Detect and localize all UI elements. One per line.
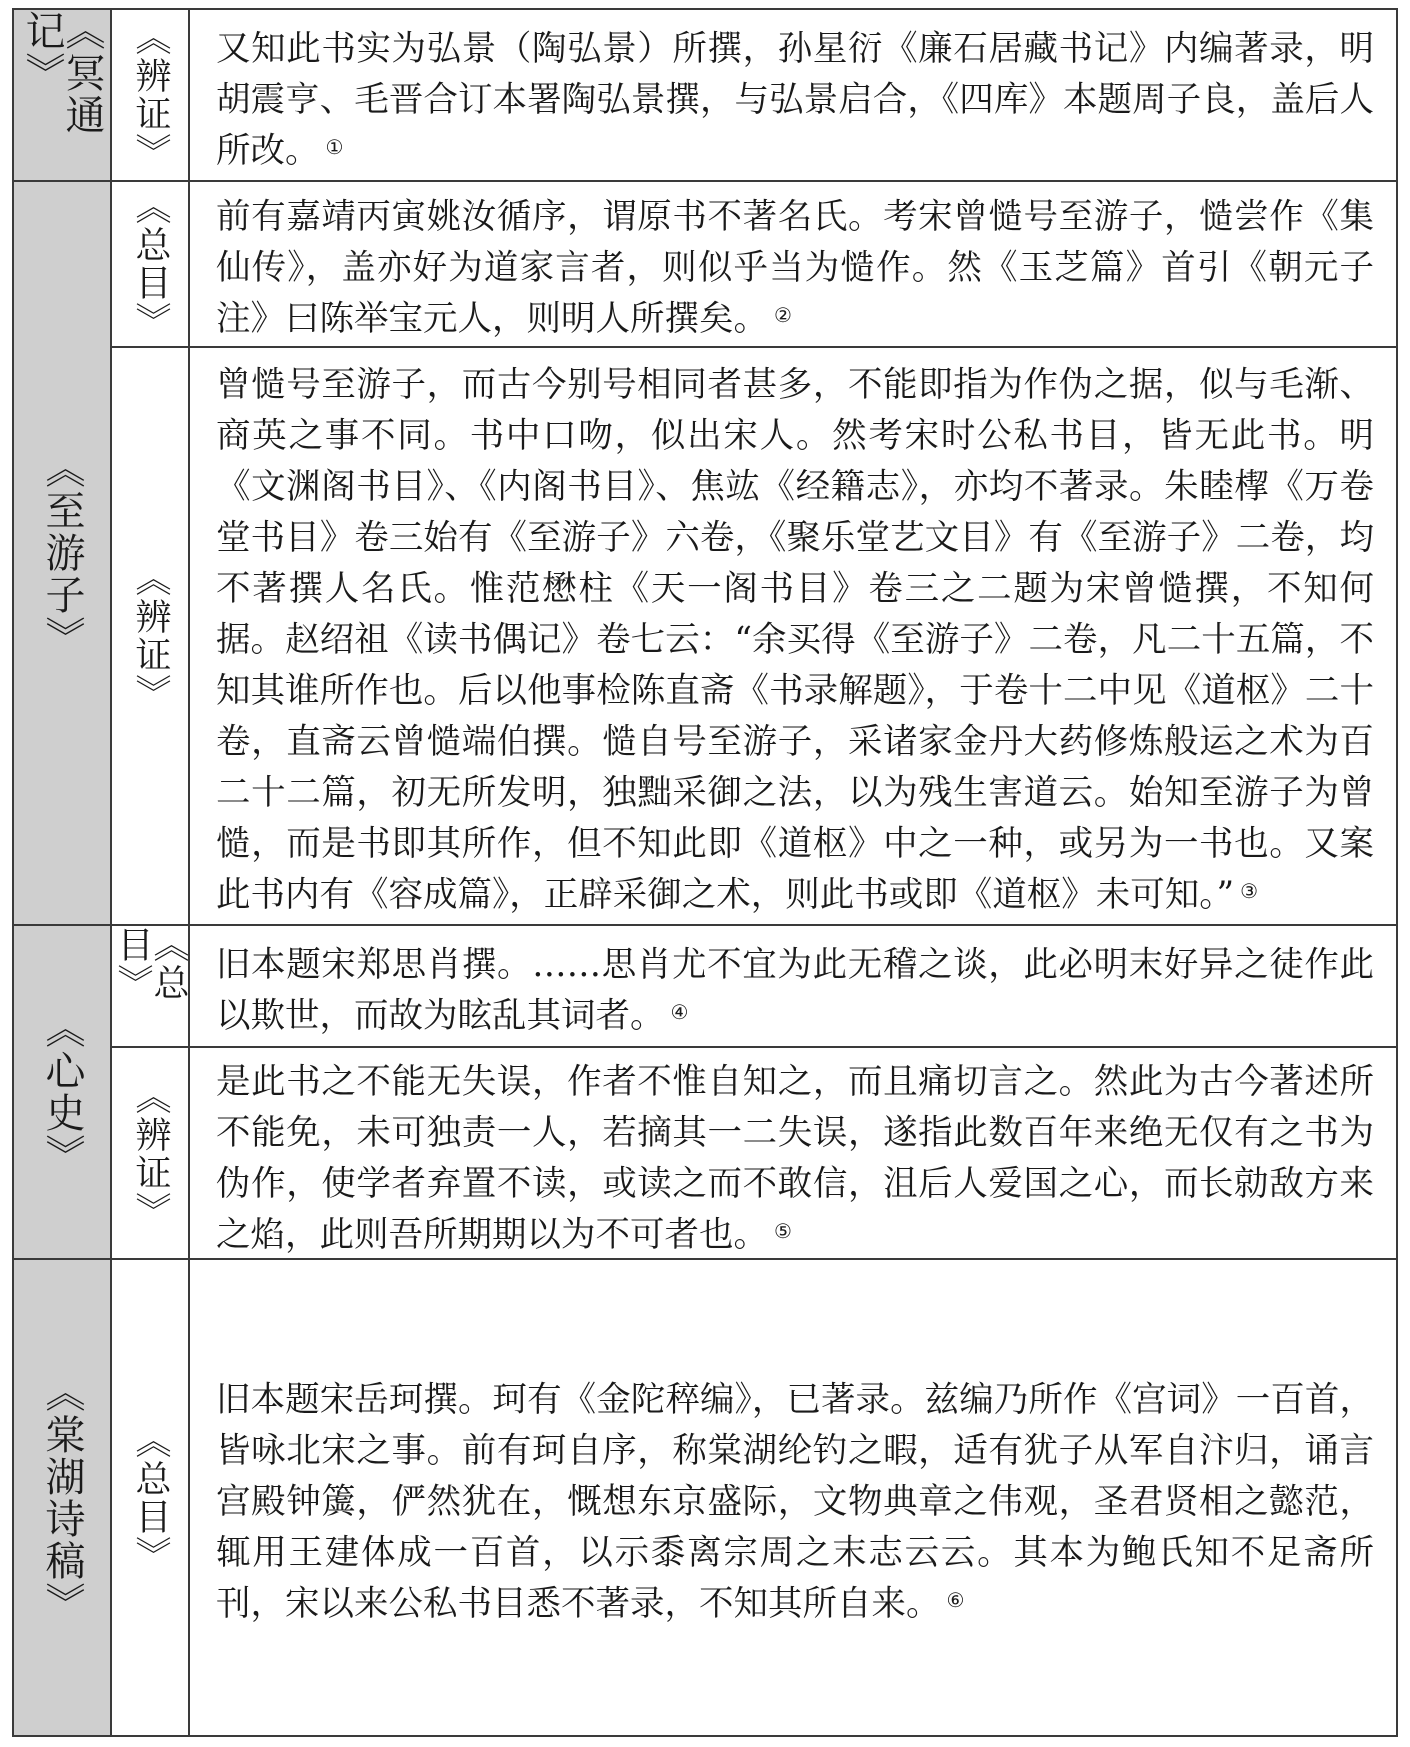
table-group-zhiyouzi xyxy=(14,182,1396,926)
table-row xyxy=(112,1260,1396,1735)
source-type: 《总目》 xyxy=(130,1421,171,1574)
content-text: 又知此书实为弘景（陶弘景）所撰，孙星衍《廉石居藏书记》内编著录，明胡震亨、毛晋合订本署陶弘景撰，与弘景启合，《四库》本题周子良，盖后人所改。 xyxy=(216,28,1374,171)
source-type-cell xyxy=(112,182,190,346)
book-title-cell xyxy=(14,182,112,924)
table-row xyxy=(112,926,1396,1048)
source-type: 《辨证》 xyxy=(130,19,171,171)
content-cell xyxy=(190,1048,1396,1260)
content-cell xyxy=(190,1260,1396,1735)
content-text: 旧本题宋郑思肖撰。……思肖尤不宜为此无稽之谈，此必明末好异之徒作此以欺世，而故为眩乱其词者。 xyxy=(216,945,1374,1036)
table-row xyxy=(112,182,1396,348)
content-text: 前有嘉靖丙寅姚汝循序，谓原书不著名氏。考宋曾慥号至游子，慥尝作《集仙传》，盖亦好为道家言者，则似乎当为慥作。然《玉芝篇》首引《朝元子注》曰陈举宝元人，则明人所撰矣。 xyxy=(216,197,1374,340)
book-title: 《心史》 xyxy=(39,1008,85,1176)
book-title-cell xyxy=(14,1260,112,1735)
comparison-table xyxy=(12,8,1398,1737)
table-row xyxy=(112,1048,1396,1260)
source-type-cell xyxy=(112,926,190,1046)
source-type: 《辨证》 xyxy=(130,1078,171,1230)
book-title-cell xyxy=(14,10,112,180)
content-text: 旧本题宋岳珂撰。珂有《金陀稡编》，已著录。兹编乃所作《宫词》一百首，皆咏北宋之事。前有珂自序，称棠湖纶钓之暇，适有犹子从军自汴归，诵言宫殿钟簴，俨然犹在，慨想东京盛际，文物典章之伟观，圣君贤相之懿范，辄用王建体成一百首，以示黍离宗周之末志云云。其本为鲍氏知不足斋所刊，宋以来公私书目悉不著录，不知其所自来。 xyxy=(216,1380,1374,1624)
source-type-cell xyxy=(112,10,190,180)
footnote-marker: ④ xyxy=(670,1000,689,1024)
table-group-xinshi xyxy=(14,926,1396,1260)
table-group-tanghushigao xyxy=(14,1260,1396,1735)
table-row xyxy=(112,10,1396,180)
book-title: 《至游子》 xyxy=(39,448,85,658)
book-title-cell xyxy=(14,926,112,1258)
source-type: 《总目》 xyxy=(130,187,171,340)
footnote-marker: ③ xyxy=(1240,879,1259,904)
content-cell xyxy=(190,10,1396,180)
content-cell xyxy=(190,926,1396,1046)
table-row xyxy=(112,348,1396,924)
footnote-marker: ⑤ xyxy=(774,1219,792,1243)
source-type-cell xyxy=(112,1260,190,1735)
source-type: 《总目》 xyxy=(112,926,189,1002)
source-type-cell xyxy=(112,1048,190,1260)
source-type-cell xyxy=(112,348,190,924)
table-group-mingtongji xyxy=(14,10,1396,182)
book-title: 《冥通记》 xyxy=(19,10,105,136)
footnote-marker: ② xyxy=(774,303,792,328)
content-text: 曾慥号至游子，而古今别号相同者甚多，不能即指为作伪之据，似与毛渐、商英之事不同。书中口吻，似出宋人。然考宋时公私书目，皆无此书。明《文渊阁书目》、《内阁书目》、焦竑《经籍志》，亦均不著录。朱睦㮮《万卷堂书目》卷三始有《至游子》六卷，《聚乐堂艺文目》有《至游子》二卷，均不著撰人名氏。惟范懋柱《天一阁书目》卷三之二题为宋曾慥撰，不知何据。赵绍祖《读书偶记》卷七云：“余买得《至游子》二卷，凡二十五篇，不知其谁所作也。后以他事检陈直斋《书录解题》，于卷十二中见《道枢》二十卷，直斋云曾慥端伯撰。慥自号至游子，采诸家金丹大药修炼般运之术为百二十二篇，初无所发明，独黜采御之法，以为残生害道云。始知至游子为曾慥，而是书即其所作，但不知此即《道枢》中之一种，或另为一书也。又案此书内有《容成篇》，正辟采御之术，则此书或即《道枢》未可知。” xyxy=(216,365,1374,916)
content-text: 是此书之不能无失误，作者不惟自知之，而且痛切言之。然此为古今著述所不能免，未可独责一人，若摘其一二失误，遂指此数百年来绝无仅有之书为伪作，使学者弃置不读，或读之而不敢信，沮后人爱国之心，而长勍敌方来之焰，此则吾所期期以为不可者也。 xyxy=(216,1062,1374,1255)
content-cell xyxy=(190,348,1396,924)
footnote-marker: ⑥ xyxy=(946,1588,965,1612)
footnote-marker: ① xyxy=(325,134,344,159)
content-cell xyxy=(190,182,1396,346)
book-title: 《棠湖诗稿》 xyxy=(39,1371,85,1624)
source-type: 《辨证》 xyxy=(130,559,171,712)
